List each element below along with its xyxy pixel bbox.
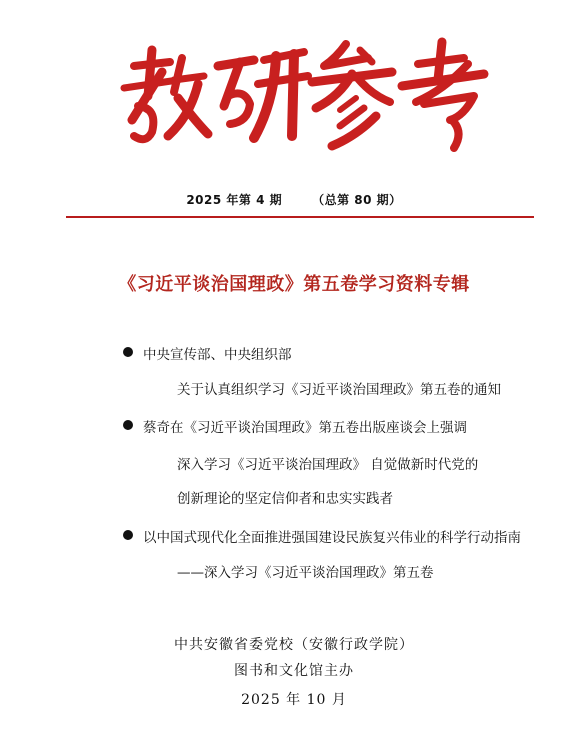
- publisher-line-2: 图书和文化馆主办: [234, 663, 354, 679]
- toc-item-heading[interactable]: 蔡奇在《习近平谈治国理政》第五卷出版座谈会上强调: [143, 420, 467, 436]
- toc-item-heading[interactable]: 中央宣传部、中央组织部: [143, 347, 292, 363]
- toc-item-subline[interactable]: 创新理论的坚定信仰者和忠实实践者: [177, 491, 393, 507]
- publication-date: 2025 年 10 月: [241, 692, 347, 708]
- issue-number: 2025 年第 4 期: [186, 193, 283, 207]
- special-issue-title: 《习近平谈治国理政》第五卷学习资料专辑: [118, 274, 470, 295]
- toc-item-subline[interactable]: 关于认真组织学习《习近平谈治国理政》第五卷的通知: [177, 382, 501, 398]
- toc-item-subline[interactable]: ——深入学习《习近平谈治国理政》第五卷: [177, 565, 434, 581]
- toc-item-heading[interactable]: 以中国式现代化全面推进强国建设民族复兴伟业的科学行动指南: [143, 530, 521, 546]
- issue-total: （总第 80 期）: [312, 193, 402, 207]
- bullet-icon: [123, 347, 133, 357]
- bullet-icon: [123, 420, 133, 430]
- toc-item-subline[interactable]: 深入学习《习近平谈治国理政》 自觉做新时代党的: [177, 457, 479, 473]
- publisher-line-1: 中共安徽省委党校（安徽行政学院）: [174, 637, 414, 653]
- bullet-icon: [123, 530, 133, 540]
